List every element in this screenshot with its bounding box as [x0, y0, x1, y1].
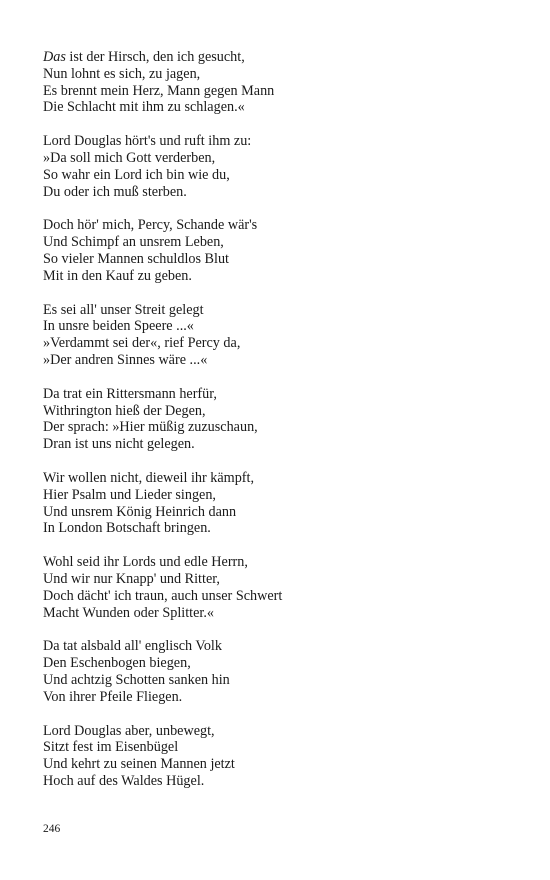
verse-line: In London Botschaft bringen. — [43, 520, 211, 537]
verse-line: Dran ist uns nicht gelegen. — [43, 436, 195, 453]
verse-line: Hier Psalm und Lieder singen, — [43, 486, 216, 503]
poem-text — [43, 49, 523, 807]
verse-line: So vieler Mannen schuldlos Blut — [43, 250, 229, 267]
stanza — [43, 470, 523, 537]
verse-line: »Der andren Sinnes wäre ...« — [43, 351, 208, 368]
verse-line: In unsre beiden Speere ...« — [43, 318, 194, 335]
verse-line: »Verdammt sei der«, rief Percy da, — [43, 335, 241, 352]
verse-line: Mit in den Kauf zu geben. — [43, 267, 192, 284]
stanza — [43, 49, 523, 116]
verse-line: Es sei all' unser Streit gelegt — [43, 301, 204, 318]
verse-line: Da trat ein Rittersmann herfür, — [43, 385, 217, 402]
stanza — [43, 386, 523, 453]
verse-line: Lord Douglas hört's und ruft ihm zu: — [43, 133, 252, 150]
verse-line: Macht Wunden oder Splitter.« — [43, 604, 214, 621]
verse-line: Es brennt mein Herz, Mann gegen Mann — [43, 82, 275, 99]
verse-line: Und Schimpf an unsrem Leben, — [43, 234, 224, 251]
verse-line: Doch dächt' ich traun, auch unser Schwert — [43, 587, 283, 604]
verse-line: Und unsrem König Heinrich dann — [43, 503, 237, 520]
stanza — [43, 554, 523, 621]
verse-line: Und kehrt zu seinen Mannen jetzt — [43, 756, 235, 773]
verse-line: »Da soll mich Gott verderben, — [43, 149, 216, 166]
verse-line: Der sprach: »Hier müßig zuzuschaun, — [43, 419, 258, 436]
stanza — [43, 638, 523, 705]
verse-line: Die Schlacht mit ihm zu schlagen.« — [43, 99, 245, 116]
verse-line: Und wir nur Knapp' und Ritter, — [43, 570, 220, 587]
stanza — [43, 723, 523, 790]
verse-line: Nun lohnt es sich, zu jagen, — [43, 65, 201, 82]
emphasized-word: Das — [43, 49, 66, 65]
stanza — [43, 302, 523, 369]
stanza — [43, 217, 523, 284]
verse-line: Sitzt fest im Eisenbügel — [43, 739, 179, 756]
verse-line: So wahr ein Lord ich bin wie du, — [43, 166, 230, 183]
stanza — [43, 133, 523, 200]
verse-line: Lord Douglas aber, unbewegt, — [43, 722, 215, 739]
verse-line: Hoch auf des Waldes Hügel. — [43, 772, 205, 789]
verse-line: Wir wollen nicht, dieweil ihr kämpft, — [43, 469, 255, 486]
verse-line: Wohl seid ihr Lords und edle Herrn, — [43, 554, 248, 571]
verse-line: Den Eschenbogen biegen, — [43, 655, 191, 672]
verse-line: Und achtzig Schotten sanken hin — [43, 671, 230, 688]
verse-line: Du oder ich muß sterben. — [43, 183, 187, 200]
verse-line-text: ist der Hirsch, den ich gesucht, — [65, 49, 245, 65]
verse-line: Withrington hieß der Degen, — [43, 402, 206, 419]
verse-line: Von ihrer Pfeile Fliegen. — [43, 688, 183, 705]
verse-line: Doch hör' mich, Percy, Schande wär's — [43, 217, 258, 234]
page-number: 246 — [43, 823, 61, 835]
verse-line — [43, 49, 523, 66]
verse-line: Da tat alsbald all' englisch Volk — [43, 638, 222, 655]
